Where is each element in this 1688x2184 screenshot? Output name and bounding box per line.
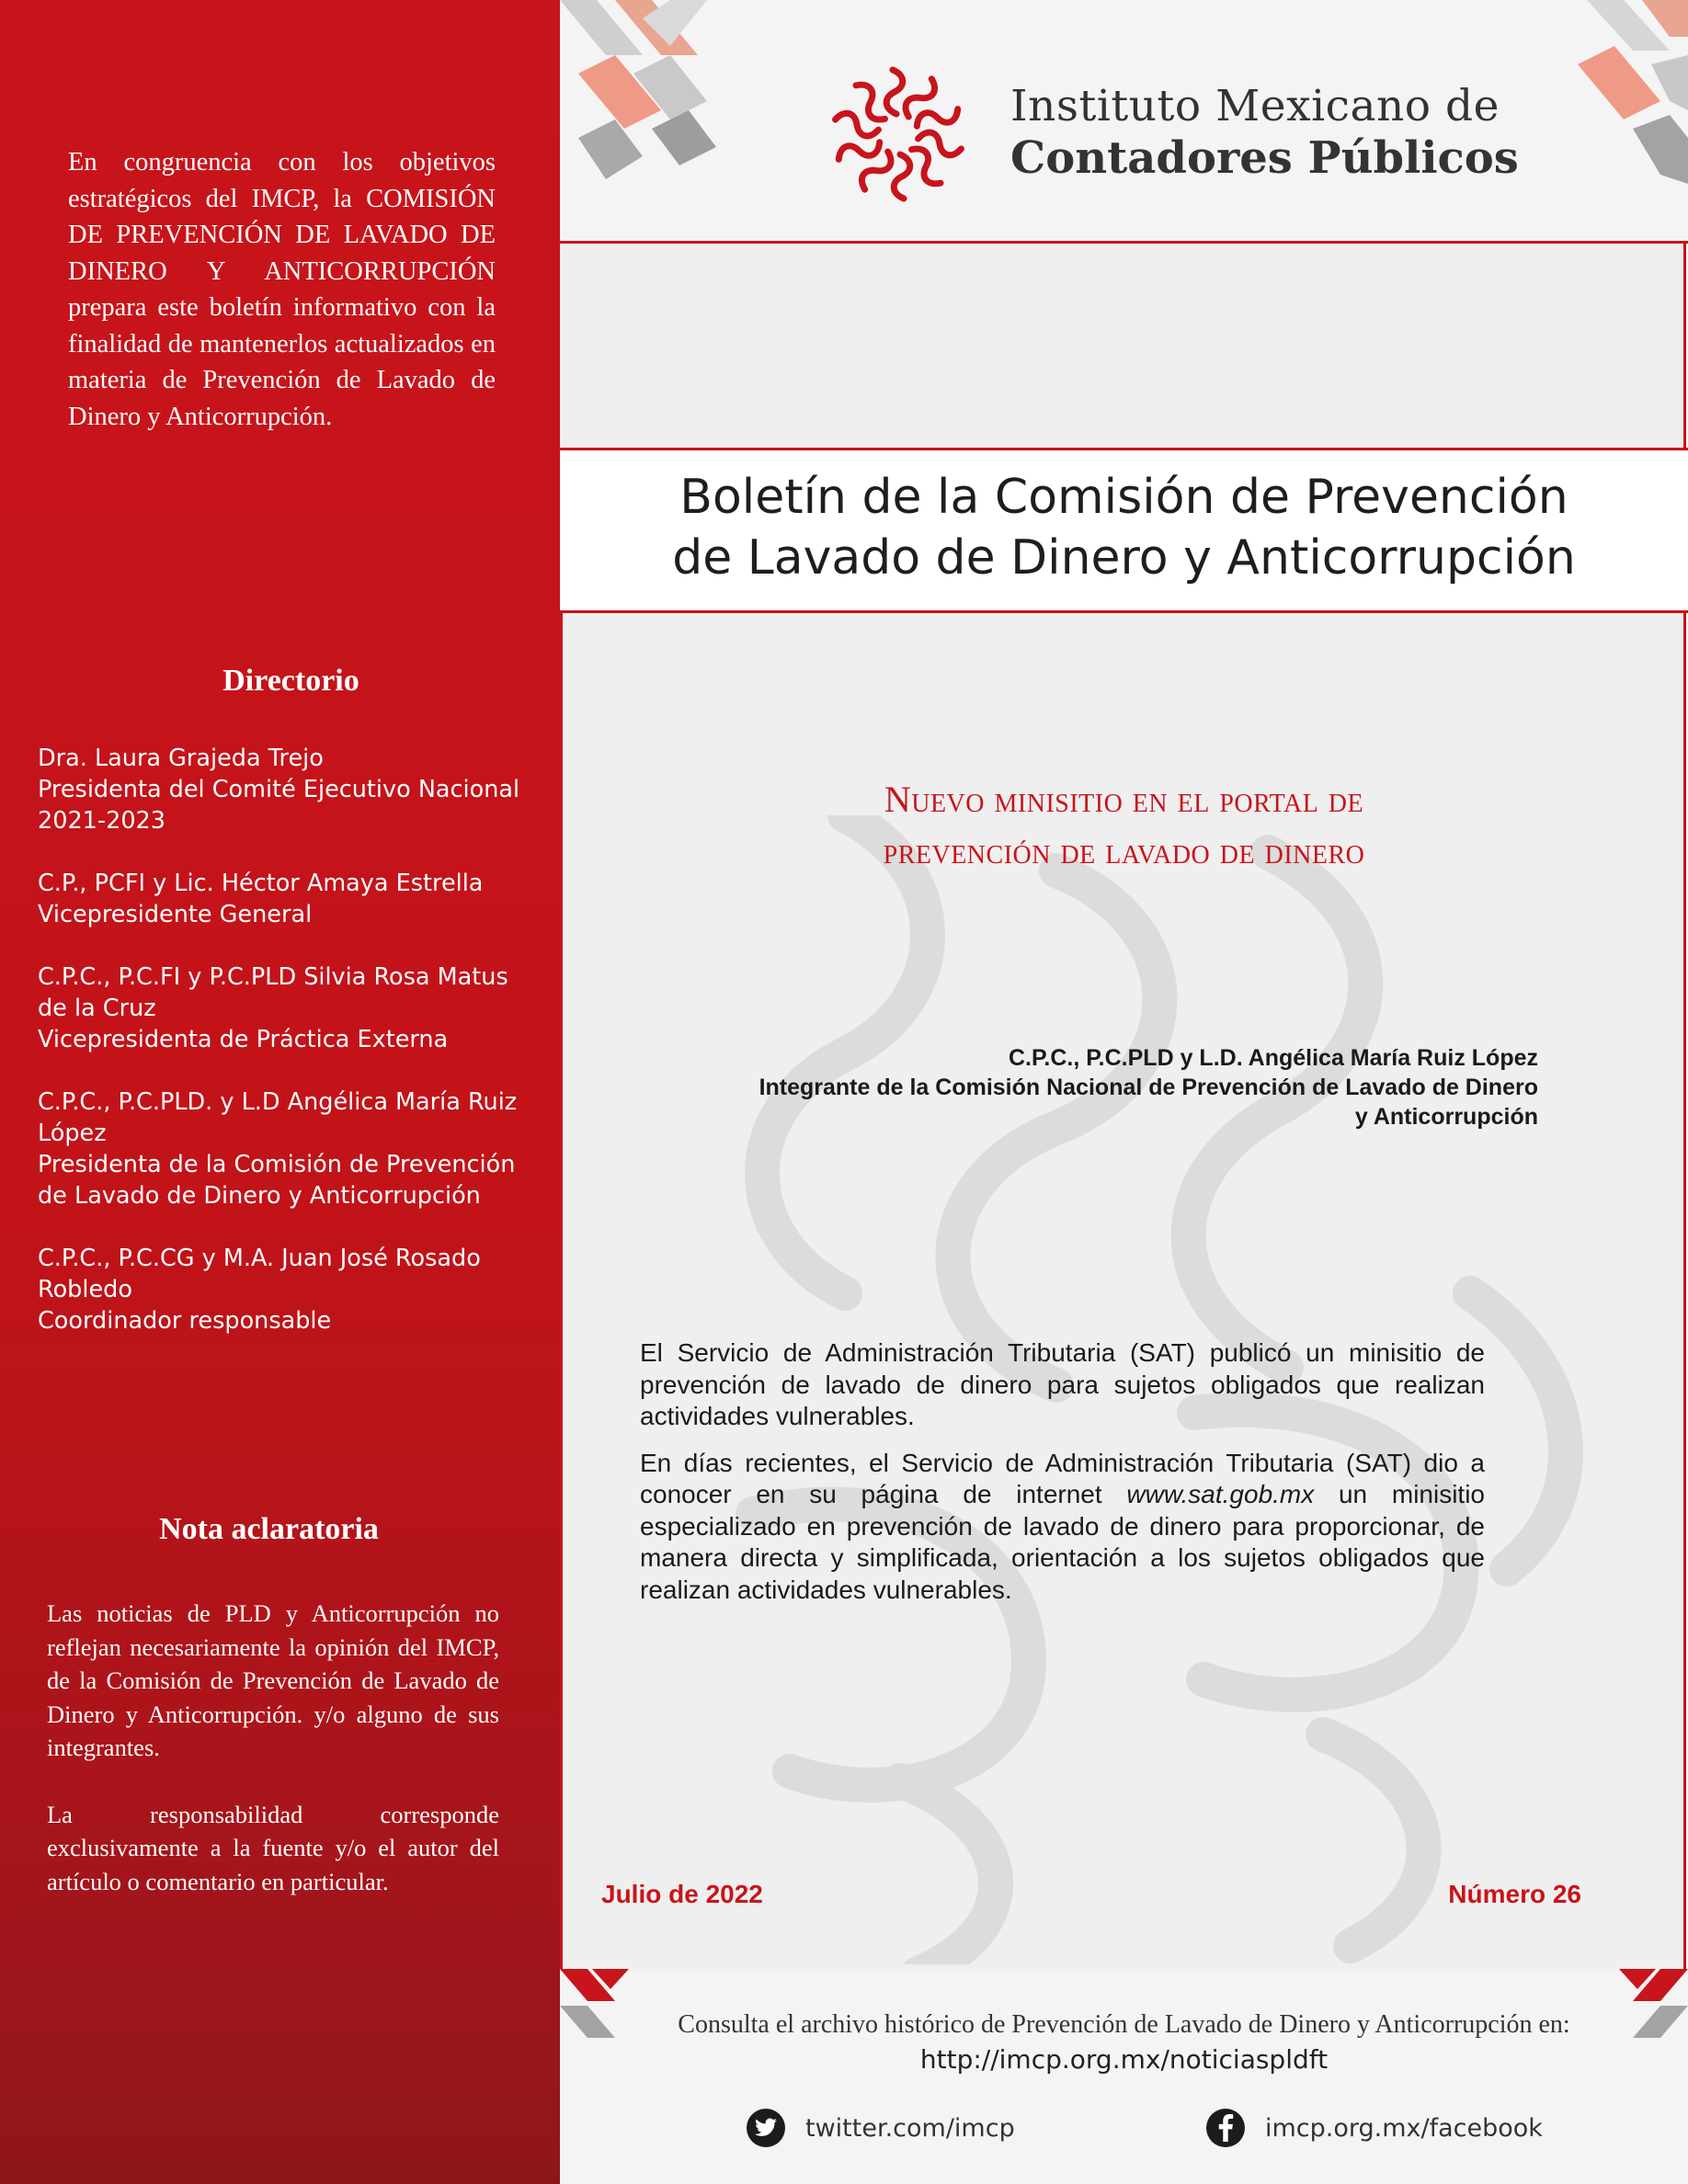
facebook-handle: imcp.org.mx/facebook: [1265, 2113, 1543, 2143]
directory-name: C.P.C., P.C.CG y M.A. Juan José Rosado Robledo: [38, 1245, 481, 1303]
main-page: [560, 0, 1688, 2184]
author-affiliation: Integrante de la Comisión Nacional de Prevención de Lavado de Dinero: [758, 1075, 1538, 1100]
article-body: [640, 1337, 1485, 1621]
issue-date: Julio de 2022: [601, 1880, 763, 1908]
directory-name: C.P.C., P.C.FI y P.C.PLD Silvia Rosa Matus de la Cruz: [38, 963, 508, 1022]
paragraph-text: un minisitio especializado en prevención de lavado de dinero para proporcionar, de manera directa y simplificada, orientación a los sujetos obligados que realizan actividades vulnerables.: [640, 1480, 1486, 1604]
note-paragraph: Las noticias de PLD y Anticorrupción no reflejan necesariamente la opinión del IMCP, de la Comisión de Prevención de Lavado de Dinero y Anticorrupción. y/o alguno de sus integrantes.: [47, 1599, 499, 1761]
decorative-chevrons-left: [560, 0, 744, 193]
directory-role: Vicepresidente General: [38, 901, 313, 928]
directory-role: Presidenta del Comité Ejecutivo Nacional 2021-2023: [38, 776, 520, 835]
article-paragraph: [640, 1448, 1485, 1607]
disclaimer-note: [47, 1597, 499, 1931]
facebook-link[interactable]: [1206, 2109, 1543, 2147]
directory-heading: Directorio: [222, 664, 359, 698]
article-author: [759, 1043, 1538, 1132]
author-name: C.P.C., P.C.PLD y L.D. Angélica María Ruiz López: [1008, 1045, 1538, 1071]
issue-number: Número 26: [1448, 1880, 1581, 1908]
directory-role: Coordinador responsable: [38, 1307, 332, 1335]
directory-name: C.P.C., P.C.PLD. y L.D Angélica María Ruiz López: [38, 1088, 518, 1147]
org-name-line2: Contadores Públicos: [1010, 132, 1519, 184]
twitter-link[interactable]: [747, 2109, 1015, 2147]
article-title-line2: prevención de lavado de dinero: [883, 830, 1365, 871]
twitter-handle: twitter.com/imcp: [805, 2113, 1015, 2143]
directory-name: C.P., PCFI y Lic. Héctor Amaya Estrella: [38, 870, 484, 897]
bulletin-title-line2: de Lavado de Dinero y Anticorrupción: [672, 530, 1576, 586]
bulletin-title-line1: Boletín de la Comisión de Prevención: [679, 470, 1568, 525]
directory-role: Vicepresidenta de Práctica Externa: [38, 1026, 449, 1053]
directory-entry: [38, 961, 539, 1055]
org-name-line1: Instituto Mexicano de: [1010, 81, 1500, 131]
grey-banner: [560, 244, 1686, 448]
directory-entry: [38, 868, 539, 930]
author-affiliation-cont: y Anticorrupción: [1354, 1104, 1538, 1130]
directory-role: Presidenta de la Comisión de Prevención de Lavado de Dinero y Anticorrupción: [38, 1151, 516, 1210]
imcp-logo-icon: [827, 63, 970, 206]
divider: [560, 611, 563, 1972]
footer: [560, 1969, 1688, 2184]
intro-text: En congruencia con los objetivos estratégicos del IMCP, la COMISIÓN DE PREVENCIÓN DE LAVADO DE DINERO Y ANTICORRUPCIÓN prepara este boletín informativo con la finalidad de mantenerlos actualizados en materia de Prevención de Lavado de Dinero y Anticorrupción.: [68, 148, 496, 431]
archive-text: Consulta el archivo histórico de Prevención de Lavado de Dinero y Anticorrupción en:: [678, 2010, 1570, 2039]
sidebar: [0, 0, 560, 2184]
header: [560, 0, 1688, 241]
archive-link[interactable]: http://imcp.org.mx/noticiaspldft: [919, 2044, 1329, 2075]
directory-entry: [38, 1086, 539, 1211]
organization-name: [1010, 81, 1519, 184]
twitter-icon: [747, 2109, 785, 2147]
directory: [38, 743, 539, 1368]
note-heading: Nota aclaratoria: [159, 1512, 379, 1546]
bulletin-title: [560, 467, 1688, 588]
divider: [560, 448, 1688, 450]
directory-name: Dra. Laura Grajeda Trejo: [38, 745, 324, 772]
directory-entry: [38, 1243, 539, 1337]
note-paragraph: La responsabilidad corresponde exclusivamente a la fuente y/o el autor del artículo o comentario en particular.: [47, 1800, 499, 1895]
paragraph-text: En días recientes, el Servicio de Administración Tributaria (SAT) dio a conocer en su página de internet: [640, 1448, 1485, 1508]
decorative-chevrons-right: [1550, 0, 1688, 184]
article-title: [560, 774, 1686, 877]
article-panel: [560, 613, 1686, 1969]
facebook-icon: [1206, 2109, 1245, 2147]
directory-entry: [38, 743, 539, 836]
sat-website-link[interactable]: www.sat.gob.mx: [1126, 1480, 1315, 1508]
article-title-line1: Nuevo minisitio en el portal de: [884, 779, 1364, 820]
article-paragraph: El Servicio de Administración Tributaria (SAT) publicó un minisitio de prevención de lavado de dinero para sujetos obligados que realizan actividades vulnerables.: [640, 1338, 1485, 1430]
